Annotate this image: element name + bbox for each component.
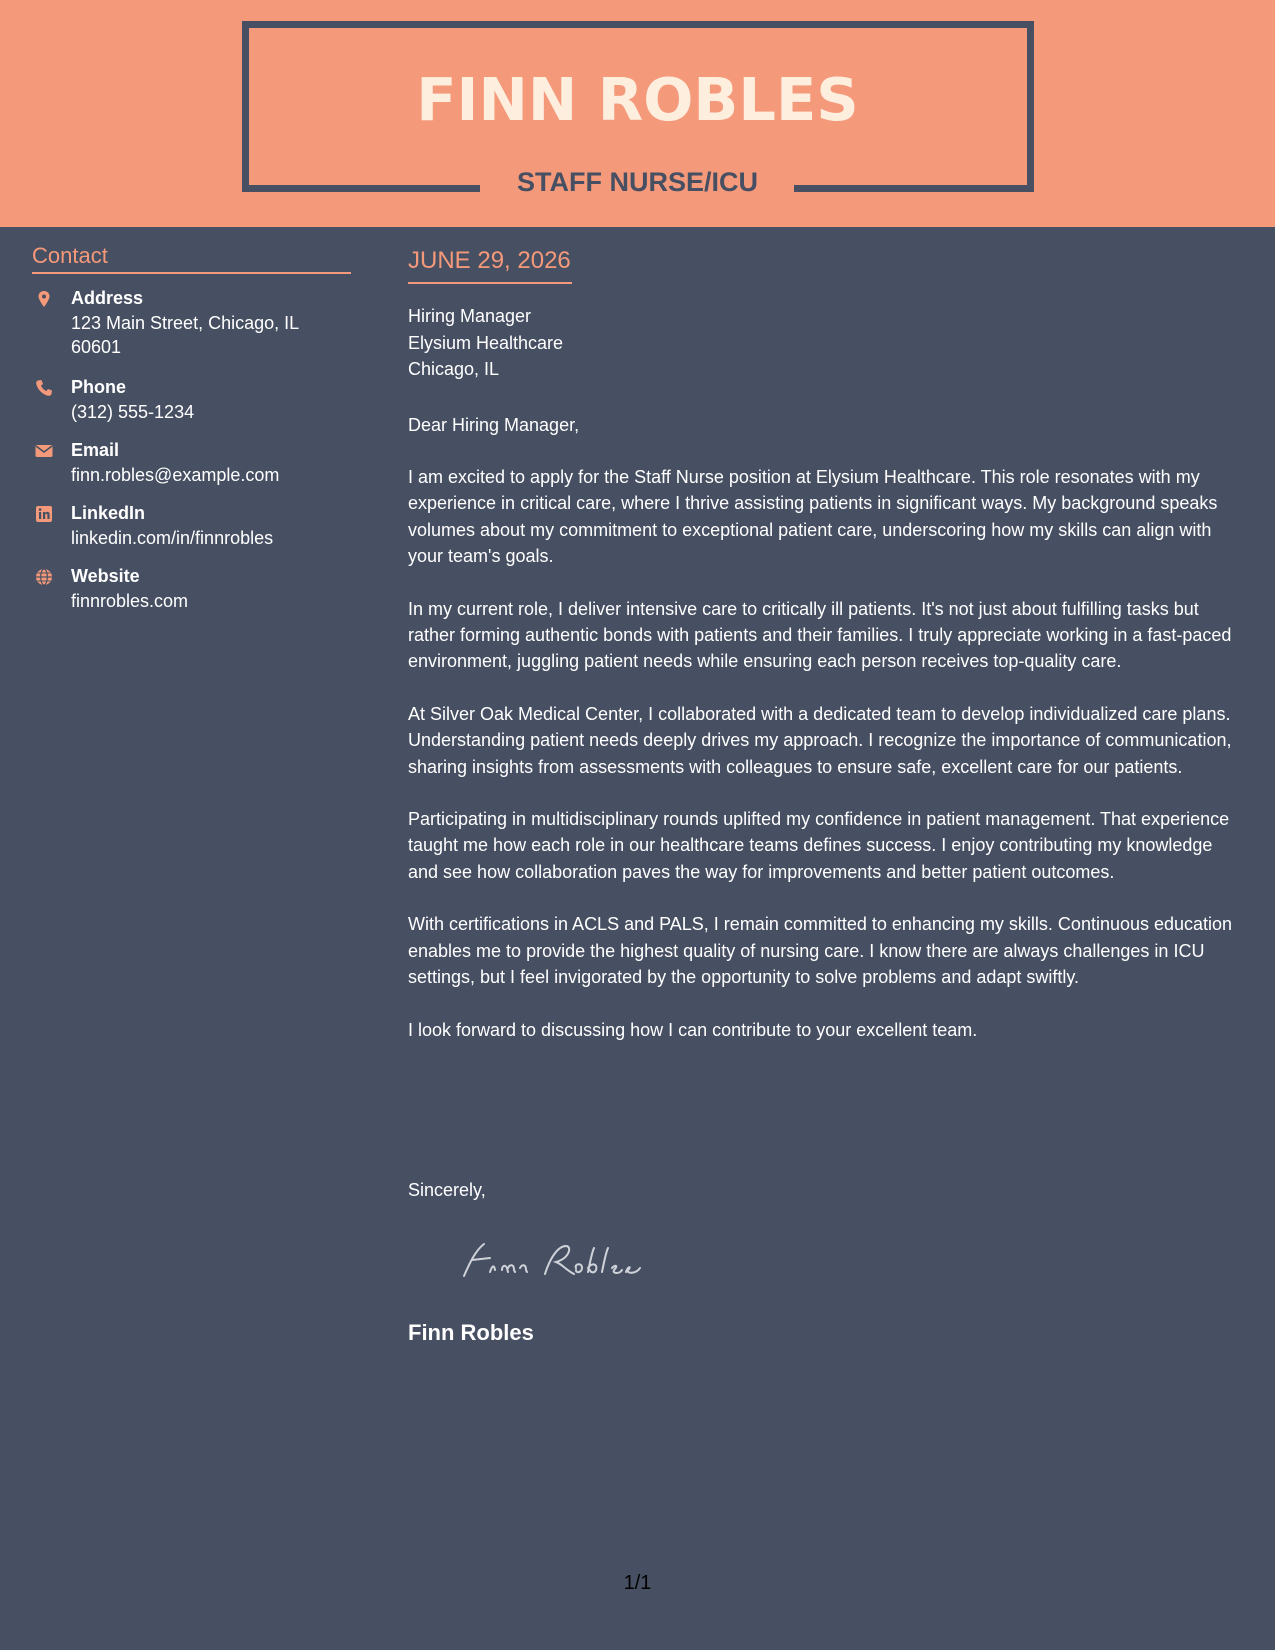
recipient-block bbox=[408, 303, 1248, 383]
applicant-name: FINN ROBLES bbox=[416, 65, 859, 134]
contact-divider bbox=[32, 272, 351, 274]
recipient-line: Chicago, IL bbox=[408, 359, 500, 379]
date-underline bbox=[408, 282, 572, 284]
contact-value: linkedin.com/in/finnrobles bbox=[71, 528, 274, 548]
body-paragraph: At Silver Oak Medical Center, I collaborated with a dedicated team to develop individualized care plans. Understanding patient needs deeply drives my approach. I recognize the importance of communication, sharing insights from assessments with colleagues to ensure safe, excellent care for our patients. bbox=[408, 703, 1232, 777]
body-paragraph: Participating in multidisciplinary rounds uplifted my confidence in patient management. That experience taught me how each role in our healthcare teams defines success. I enjoy contributing my knowledge and see how collaboration paves the way for improvements and better patient outcomes. bbox=[408, 809, 1230, 882]
linkedin-icon bbox=[35, 505, 53, 523]
salutation: Dear Hiring Manager, bbox=[408, 415, 580, 435]
contact-label: Website bbox=[71, 566, 140, 586]
phone-icon bbox=[35, 379, 53, 397]
letter-body bbox=[408, 464, 1246, 1069]
body-paragraph: In my current role, I deliver intensive care to critically ill patients. It's not just about fulfilling tasks but rather forming authentic bonds with patients and their families. I truly appreciate working in a fast-paced environment, juggling patient needs while ensuring each person receives top-quality care. bbox=[408, 598, 1232, 672]
header-banner bbox=[0, 0, 1275, 227]
map-pin-icon bbox=[35, 290, 53, 308]
contact-label: Phone bbox=[71, 377, 127, 397]
body-paragraph: I look forward to discussing how I can contribute to your excellent team. bbox=[408, 1019, 978, 1040]
globe-icon bbox=[35, 568, 53, 586]
page-number: 1/1 bbox=[623, 1572, 652, 1594]
body-paragraph: With certifications in ACLS and PALS, I remain committed to enhancing my skills. Continuous education enables me to provide the highest quality of nursing care. I know there are always challenges in ICU settings, but I feel invigorated by the opportunity to solve problems and adapt swiftly. bbox=[408, 914, 1233, 988]
recipient-line: Hiring Manager bbox=[408, 306, 532, 326]
body-paragraph: I am excited to apply for the Staff Nurse position at Elysium Healthcare. This role resonates with my experience in critical care, where I thrive assisting patients in significant ways. My background speaks volumes about my commitment to exceptional patient care, underscoring how my skills can align with your team's goals. bbox=[408, 467, 1218, 567]
job-title: STAFF NURSE/ICU bbox=[517, 167, 758, 197]
contact-label: LinkedIn bbox=[71, 503, 146, 523]
contact-label: Address bbox=[71, 288, 144, 308]
contact-value: finnrobles.com bbox=[71, 591, 189, 611]
contact-value: (312) 555-1234 bbox=[71, 402, 195, 422]
closing: Sincerely, bbox=[408, 1180, 486, 1200]
handwritten-signature bbox=[450, 1232, 650, 1292]
contact-value: finn.robles@example.com bbox=[71, 465, 280, 485]
contact-heading: Contact bbox=[32, 243, 108, 268]
envelope-icon bbox=[35, 442, 53, 460]
signer-name: Finn Robles bbox=[408, 1320, 534, 1345]
contact-value: 123 Main Street, Chicago, IL 60601 bbox=[71, 313, 299, 357]
recipient-line: Elysium Healthcare bbox=[408, 332, 564, 353]
contact-label: Email bbox=[71, 440, 120, 460]
letter-date: JUNE 29, 2026 bbox=[408, 247, 571, 274]
